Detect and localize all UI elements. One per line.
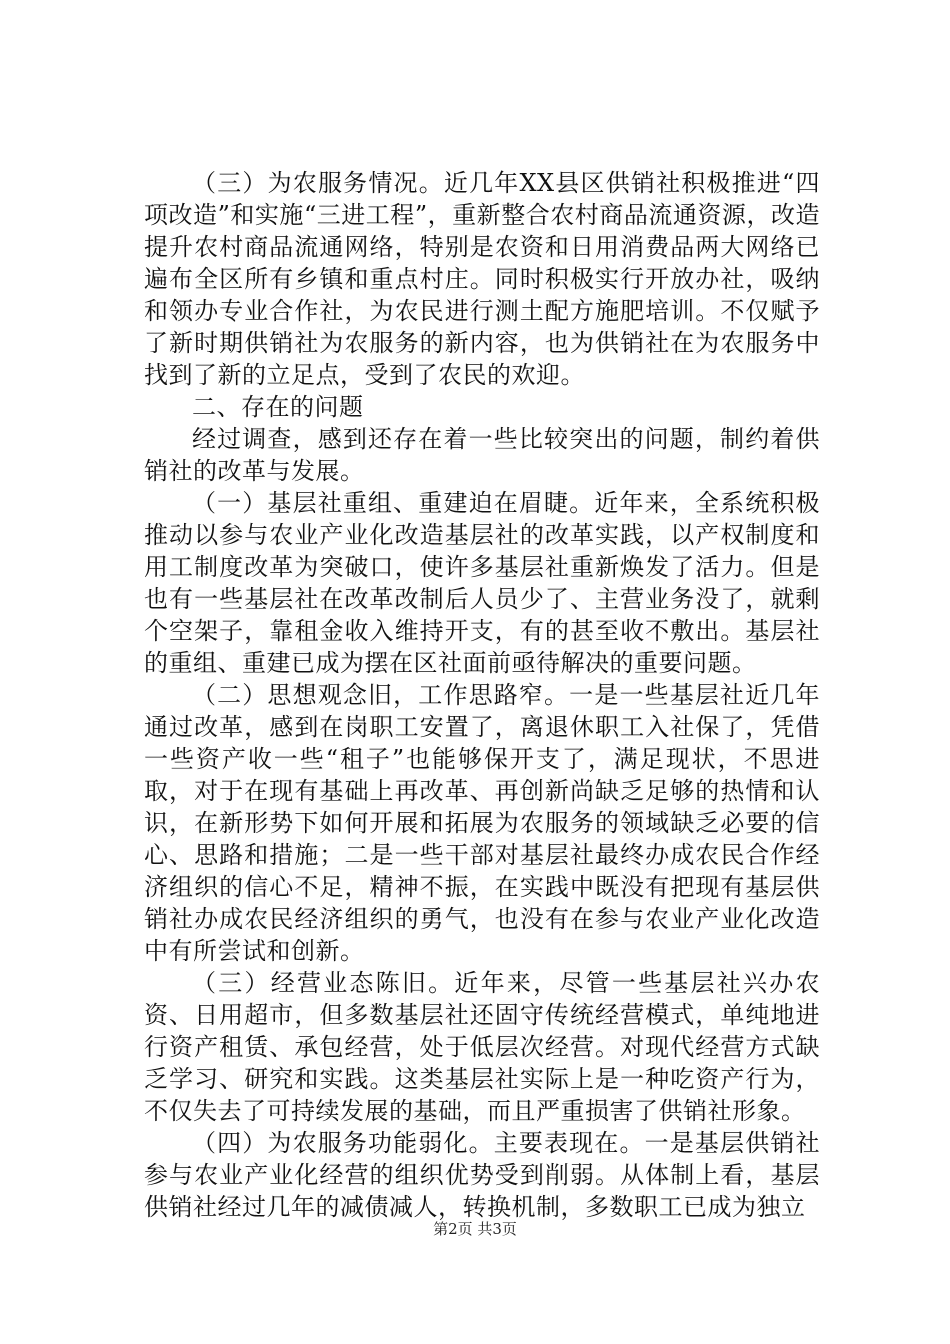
- paragraph-problem-one: （一）基层社重组、重建迫在眉睫。近年来，全系统积极推动以参与农业产业化改造基层社的改革实践，以产权制度和用工制度改革为突破口，使许多基层社重新焕发了活力。但是也有一些基层社在改革改制后人员少了、主营业务没了，就剩个空架子，靠租金收入维持开支，有的甚至收不敷出。基层社的重组、重建已成为摆在区社面前亟待解决的重要问题。: [144, 489, 820, 677]
- paragraph-service-status: （三）为农服务情况。近几年XX县区供销社积极推进“四项改造”和实施“三进工程”，重新整合农村商品流通资源，改造提升农村商品流通网络，特别是农资和日用消费品两大网络已遍布全区所有乡镇和重点村庄。同时积极实行开放办社，吸纳和领办专业合作社，为农民进行测土配方施肥培训。不仅赋予了新时期供销社为农服务的新内容，也为供销社在为农服务中找到了新的立足点，受到了农民的欢迎。: [144, 169, 820, 389]
- document-body: [144, 167, 820, 1223]
- paragraph-problem-four: （四）为农服务功能弱化。主要表现在。一是基层供销社参与农业产业化经营的组织优势受到削弱。从体制上看，基层供销社经过几年的减债减人，转换机制，多数职工已成为独立: [144, 1129, 820, 1221]
- paragraph-problem-two: （二）思想观念旧，工作思路窄。一是一些基层社近几年通过改革，感到在岗职工安置了，离退休职工入社保了，凭借一些资产收一些“租子”也能够保开支了，满足现状，不思进取，对于在现有基础上再改革、再创新尚缺乏足够的热情和认识，在新形势下如何开展和拓展为农服务的领域缺乏必要的信心、思路和措施；二是一些干部对基层社最终办成农民合作经济组织的信心不足，精神不振，在实践中既没有把现有基层供销社办成农民经济组织的勇气，也没有在参与农业产业化改造中有所尝试和创新。: [144, 681, 820, 965]
- page-footer: 第2页 共3页: [433, 1220, 517, 1238]
- paragraph-survey-intro: 经过调查，感到还存在着一些比较突出的问题，制约着供销社的改革与发展。: [144, 425, 820, 485]
- section-heading-problems: 二、存在的问题: [192, 393, 364, 421]
- paragraph-problem-three: （三）经营业态陈旧。近年来，尽管一些基层社兴办农资、日用超市，但多数基层社还固守传统经营模式，单纯地进行资产租赁、承包经营，处于低层次经营。对现代经营方式缺乏学习、研究和实践。这类基层社实际上是一种吃资产行为，不仅失去了可持续发展的基础，而且严重损害了供销社形象。: [144, 969, 820, 1125]
